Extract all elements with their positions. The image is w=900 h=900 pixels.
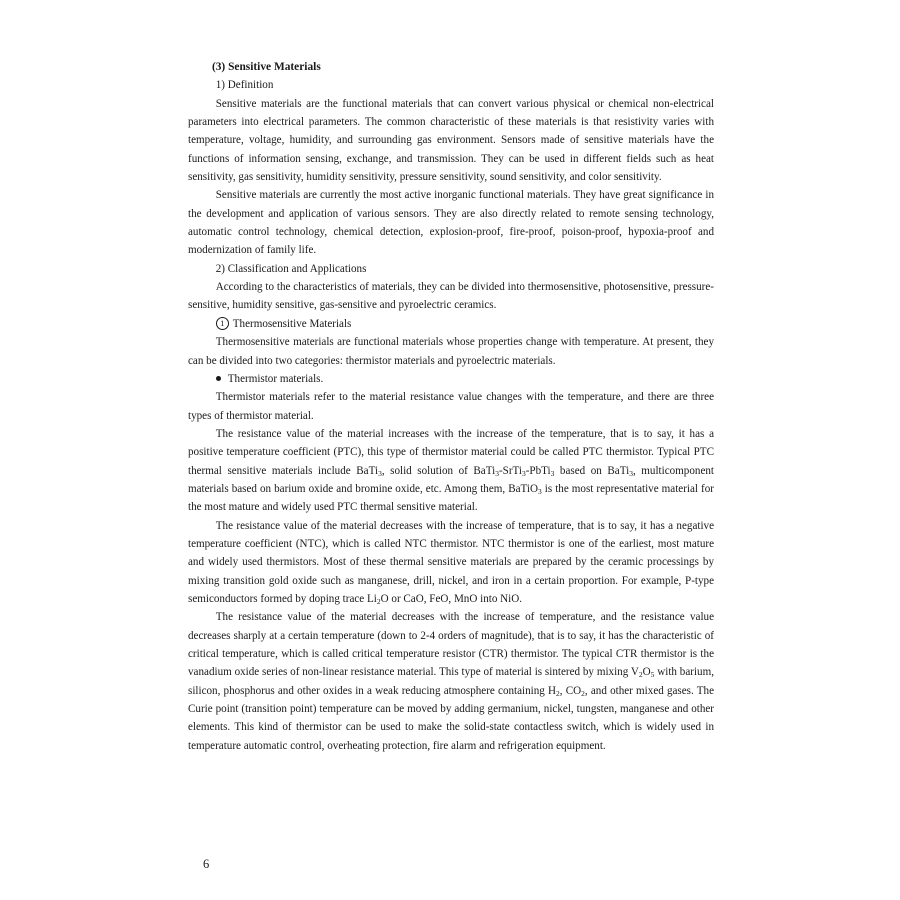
circled-number-marker: 1 <box>216 317 229 330</box>
paragraph-definition: Sensitive materials are the functional materials that can convert various physical or chemical non-electrical parameters into electrical parameters. The common characteristic of these materials is that resistivity varies with temperature, voltage, humidity, and surrounding gas environment. Sensors made of sensitive materials have the functions of information sensing, exchange, and transmission. They can be used in different fields such as heat sensitivity, gas sensitivity, humidity sensitivity, pressure sensitivity, sound sensitivity, and color sensitivity. <box>188 97 714 184</box>
paragraph-classification: According to the characteristics of materials, they can be divided into thermosensitive, photosensitive, pressure-sensitive, humidity sensitive, gas-sensitive and pyroelectric ceramics. <box>188 281 714 312</box>
bullet-dot-icon <box>216 376 221 381</box>
paragraph-ptc: The resistance value of the material increases with the increase of the temperature, that is to say, it has a positive temperature coefficient (PTC), this type of thermistor material could be called PTC thermistor. Typical PTC thermal sensitive materials include BaTi$_3$, solid solution of BaTi$_3$-SrTi$_3$-PbTi$_3$ based on BaTi$_3$, multicomponent materials based on barium oxide and bromine oxide, etc. Among them, BaTiO$_3$ is the most representative material for the most mature and widely used PTC thermal sensitive material. <box>188 427 715 514</box>
section-heading: (3) Sensitive Materials <box>211 61 321 73</box>
bullet-label: Thermistor materials. <box>227 372 324 385</box>
thermosensitive-heading <box>188 315 714 333</box>
bullet-item <box>188 370 714 388</box>
page-body <box>188 58 714 755</box>
paragraph-ntc: The resistance value of the material decreases with the increase of temperature, that is to say, it has a negative temperature coefficient (NTC), which is called NTC thermistor. NTC thermistor is one of the earliest, most mature and widely used thermistors. Most of these thermal sensitive materials are prepared by the ceramic processings by mixing transition gold oxide such as manganese, drill, nickel, and iron in a certain proportion. For example, P-type semiconductors formed by doping trace $Li_2O$ or CaO, FeO, MnO into NiO. <box>188 519 714 606</box>
paragraph-thermosensitive: Thermosensitive materials are functional materials whose properties change with temperature. At present, they can be divided into two categories: thermistor materials and pyroelectric materials. <box>188 336 714 367</box>
thermosensitive-heading-label: Thermosensitive Materials <box>232 317 352 330</box>
paragraph-ctr: The resistance value of the material decreases with the increase of temperature, and the resistance value decreases sharply at a certain temperature (down to 2-4 orders of magnitude), that is to say, it has the characteristic of critical temperature, which is called critical temperature resistor (CTR) thermistor. The typical CTR thermistor is the vanadium oxide series of non-linear resistance material. This type of material is sintered by mixing $V_2O_5$ with barium, silicon, phosphorus and other oxides in a weak reducing atmosphere containing $H_2$, $CO_2$, and other mixed gases. The Curie point (transition point) temperature can be moved by adding germanium, nickel, tungsten, manganese and other elements. This kind of thermistor can be used to make the solid-state contactless switch, which is widely used in temperature automatic control, overheating protection, fire alarm and refrigeration equipment. <box>188 611 715 752</box>
definition-heading: 1) Definition <box>215 79 274 92</box>
classification-heading: 2) Classification and Applications <box>215 262 367 275</box>
paragraph-significance: Sensitive materials are currently the most active inorganic functional materials. They have great significance in the development and application of various sensors. They are also directly related to remote sensing technology, automatic control technology, chemical detection, explosion-proof, fire-proof, poison-proof, hypoxia-proof and modernization of family life. <box>188 189 714 257</box>
page-number: 6 <box>203 857 210 871</box>
paragraph-thermistor-types: Thermistor materials refer to the material resistance value changes with the temperature, and there are three types of thermistor material. <box>188 391 714 422</box>
